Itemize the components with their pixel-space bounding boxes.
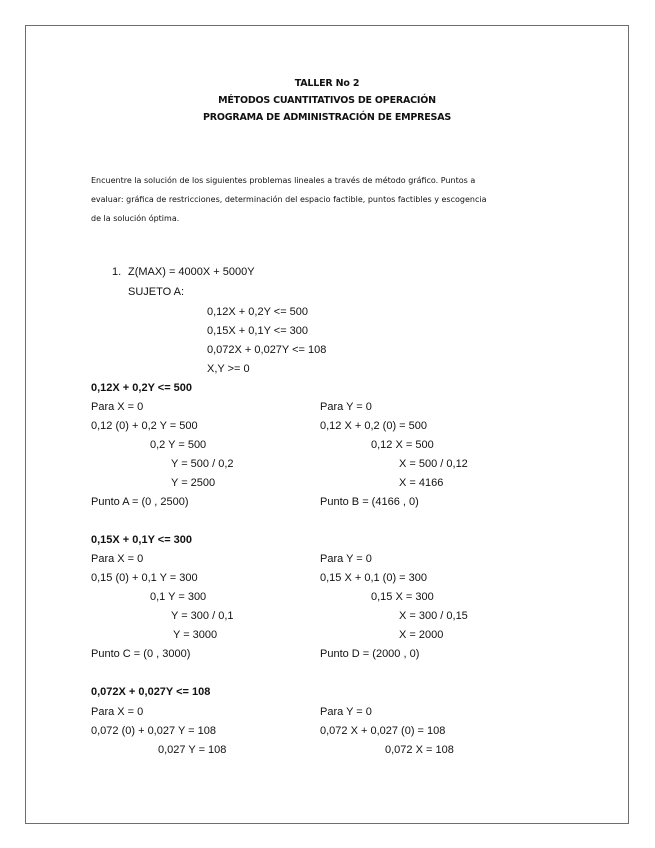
calc-line: 0,027 Y = 108 [158,744,227,756]
calc-line: 0,072 X = 108 [385,744,454,756]
calc-line: Para X = 0 [91,706,144,718]
calc-line: Y = 500 / 0,2 [171,458,234,470]
calc-line: 0,15 (0) + 0,1 Y = 300 [91,572,198,584]
calc-line: Y = 2500 [171,477,216,489]
calc-line: 0,12 X + 0,2 (0) = 500 [320,420,428,432]
intro-line-2: evaluar: gráfica de restricciones, determinación del espacio factible, puntos factibles y escogencia [91,195,487,204]
calc-line: Para Y = 0 [320,706,372,718]
point-result: Punto C = (0 , 3000) [91,648,191,660]
calc-line: Para X = 0 [91,553,144,565]
constraint: X,Y >= 0 [207,363,250,375]
point-result: Punto D = (2000 , 0) [320,648,420,660]
calc-line: 0,2 Y = 500 [150,439,207,451]
section-heading: 0,072X + 0,027Y <= 108 [91,686,211,698]
calc-line: 0,12 (0) + 0,2 Y = 500 [91,420,198,432]
calc-line: 0,15 X = 300 [371,591,434,603]
calc-line: Y = 300 / 0,1 [171,610,234,622]
document-page [25,25,629,824]
problem-number: 1. [112,266,122,278]
calc-line: 0,12 X = 500 [371,439,434,451]
course-title: MÉTODOS CUANTITATIVOS DE OPERACIÓN [218,95,436,106]
point-result: Punto A = (0 , 2500) [91,496,189,508]
calc-line: Y = 3000 [173,629,218,641]
document-title: TALLER No 2 [294,78,360,89]
calc-line: 0,072 (0) + 0,027 Y = 108 [91,725,216,737]
calc-line: Para Y = 0 [320,401,372,413]
calc-line: 0,072 X + 0,027 (0) = 108 [320,725,446,737]
objective-function: Z(MAX) = 4000X + 5000Y [128,266,255,278]
point-result: Punto B = (4166 , 0) [320,496,419,508]
calc-line: Para Y = 0 [320,553,372,565]
calc-line: X = 4166 [399,477,444,489]
intro-line-3: de la solución óptima. [91,214,180,223]
constraint: 0,12X + 0,2Y <= 500 [207,306,309,318]
constraint: 0,15X + 0,1Y <= 300 [207,325,309,337]
calc-line: X = 300 / 0,15 [399,610,468,622]
constraint: 0,072X + 0,027Y <= 108 [207,344,327,356]
calc-line: X = 2000 [399,629,444,641]
calc-line: 0,1 Y = 300 [150,591,207,603]
calc-line: Para X = 0 [91,401,144,413]
subject-to-label: SUJETO A: [128,286,185,298]
calc-line: 0,15 X + 0,1 (0) = 300 [320,572,428,584]
calc-line: X = 500 / 0,12 [399,458,468,470]
section-heading: 0,15X + 0,1Y <= 300 [91,534,193,546]
section-heading: 0,12X + 0,2Y <= 500 [91,382,193,394]
intro-line-1: Encuentre la solución de los siguientes problemas lineales a través de método gráfico. Puntos a [91,176,476,185]
program-title: PROGRAMA DE ADMINISTRACIÓN DE EMPRESAS [203,112,451,123]
